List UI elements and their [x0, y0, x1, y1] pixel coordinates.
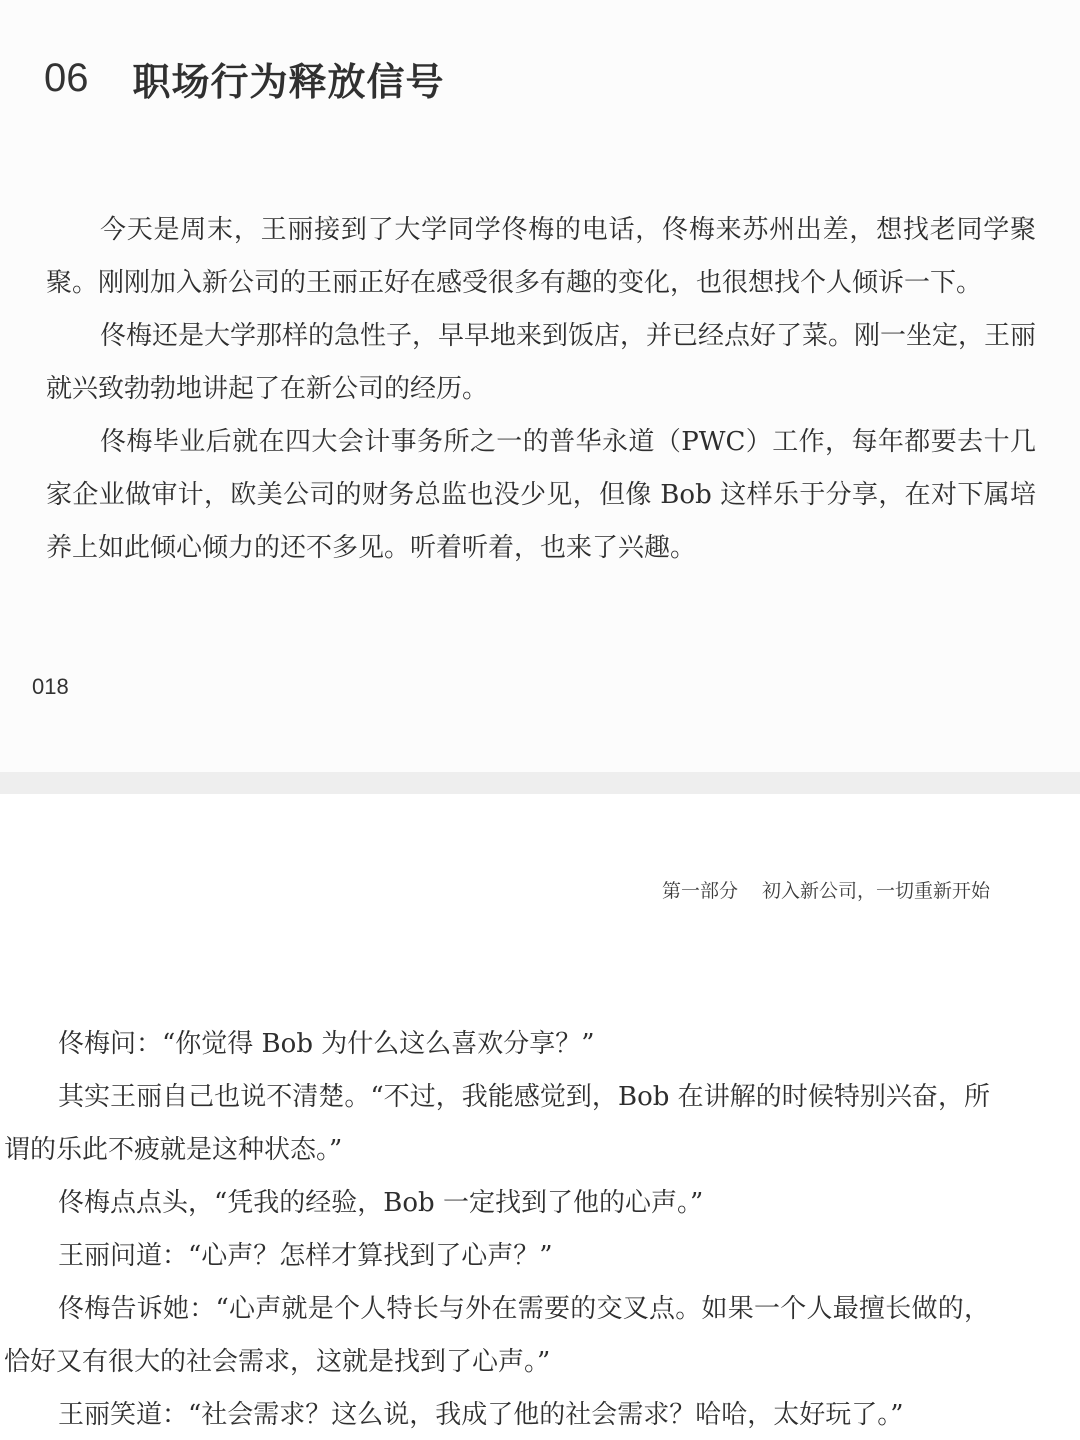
page-number: 018 [32, 674, 69, 699]
paragraph: 王丽问道：“心声？怎样才算找到了心声？” [58, 1241, 553, 1271]
paragraph: 王丽笑道：“社会需求？这么说，我成了他的社会需求？哈哈，太好玩了。” [58, 1400, 904, 1430]
top-page-body [46, 204, 1036, 575]
paragraph: 佟梅毕业后就在四大会计事务所之一的普华永道（PWC）工作，每年都要去十几家企业做审计，欧美公司的财务总监也没少见，但像 Bob 这样乐于分享，在对下属培养上如此倾心倾力的还不多见。听着听着，也来了兴趣。 [46, 427, 1036, 563]
running-head-part: 第一部分 [661, 880, 738, 902]
paragraph: 佟梅还是大学那样的急性子，早早地来到饭店，并已经点好了菜。刚一坐定，王丽就兴致勃勃地讲起了在新公司的经历。 [46, 321, 1037, 404]
chapter-number: 06 [44, 55, 89, 100]
paragraph: 其实王丽自己也说不清楚。“不过，我能感觉到，Bob 在讲解的时候特别兴奋，所谓的乐此不疲就是这种状态。” [4, 1082, 990, 1165]
paragraph: 佟梅问：“你觉得 Bob 为什么这么喜欢分享？” [58, 1029, 595, 1059]
page-divider [0, 772, 1080, 794]
bottom-page [0, 794, 1080, 1440]
paragraph: 今天是周末，王丽接到了大学同学佟梅的电话，佟梅来苏州出差，想找老同学聚聚。刚刚加入新公司的王丽正好在感受很多有趣的变化，也很想找个人倾诉一下。 [46, 215, 1036, 298]
chapter-title: 职场行为释放信号 [132, 59, 445, 104]
paragraph: 佟梅告诉她：“心声就是个人特长与外在需要的交叉点。如果一个人最擅长做的，恰好又有很大的社会需求，这就是找到了心声。” [4, 1294, 990, 1377]
paragraph: 佟梅点点头，“凭我的经验，Bob 一定找到了他的心声。” [58, 1188, 704, 1218]
bottom-page-body [4, 1018, 990, 1440]
running-head-title: 初入新公司，一切重新开始 [761, 880, 990, 902]
chapter-heading [44, 50, 445, 106]
running-head [662, 876, 990, 903]
